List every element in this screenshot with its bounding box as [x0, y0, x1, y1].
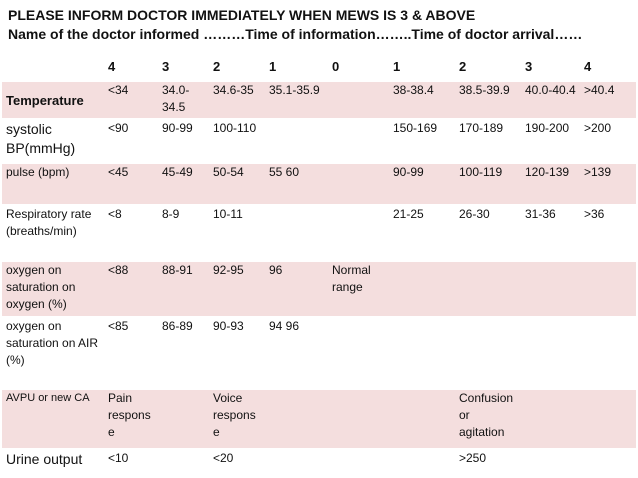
table-cell: Normal range [328, 261, 389, 317]
table-cell: 100-110 [209, 119, 265, 163]
doctor-info-line: Name of the doctor informed ………Time of information……..Time of doctor arrival…… [8, 26, 583, 42]
table-cell: 8-9 [158, 205, 209, 261]
table-cell: Voice response [209, 389, 265, 449]
table-cell: 38.5-39.9 [455, 81, 521, 119]
table-cell: 170-189 [455, 119, 521, 163]
table-cell [265, 205, 328, 261]
table-cell [521, 389, 580, 449]
row-label-systolic-bp: systolic BP(mmHg) [2, 119, 104, 163]
score-col-header: 1 [389, 55, 455, 81]
table-row [2, 389, 636, 449]
table-cell [265, 389, 328, 449]
page-header [8, 6, 633, 44]
score-col-header: 4 [104, 55, 158, 81]
score-col-header: 2 [209, 55, 265, 81]
table-cell: <8 [104, 205, 158, 261]
table-cell [265, 449, 328, 471]
table-cell: Pain response [104, 389, 158, 449]
table-cell: <34 [104, 81, 158, 119]
table-cell: 92-95 [209, 261, 265, 317]
row-label-urine-output: Urine output [2, 449, 104, 471]
table-cell: 100-119 [455, 163, 521, 205]
table-row [2, 261, 636, 317]
table-cell: <85 [104, 317, 158, 389]
table-row [2, 119, 636, 163]
table-row [2, 163, 636, 205]
row-label-pulse: pulse (bpm) [2, 163, 104, 205]
table-cell [455, 261, 521, 317]
table-cell: 21-25 [389, 205, 455, 261]
table-cell: 190-200 [521, 119, 580, 163]
table-cell [580, 389, 636, 449]
table-cell: 31-36 [521, 205, 580, 261]
table-row [2, 317, 636, 389]
table-cell: <88 [104, 261, 158, 317]
table-cell: >139 [580, 163, 636, 205]
table-cell [328, 81, 389, 119]
table-cell: 86-89 [158, 317, 209, 389]
table-cell [328, 449, 389, 471]
header-blank [2, 55, 104, 81]
table-cell: 94 96 [265, 317, 328, 389]
table-cell: 120-139 [521, 163, 580, 205]
score-col-header: 4 [580, 55, 636, 81]
table-cell: 96 [265, 261, 328, 317]
score-col-header: 0 [328, 55, 389, 81]
table-cell: <20 [209, 449, 265, 471]
table-row [2, 205, 636, 261]
table-cell [328, 205, 389, 261]
row-label-temperature: Temperature [2, 81, 104, 119]
score-col-header: 2 [455, 55, 521, 81]
table-cell [158, 449, 209, 471]
table-cell: >250 [455, 449, 521, 471]
table-cell: 88-91 [158, 261, 209, 317]
table-cell: 90-99 [158, 119, 209, 163]
table-cell [328, 119, 389, 163]
table-cell [389, 449, 455, 471]
row-label-respiratory-rate: Respiratory rate (breaths/min) [2, 205, 104, 261]
table-cell: 34.6-35 [209, 81, 265, 119]
table-cell: 10-11 [209, 205, 265, 261]
mews-score-table [2, 55, 636, 472]
table-cell: 26-30 [455, 205, 521, 261]
table-cell: 34.0-34.5 [158, 81, 209, 119]
table-cell [521, 261, 580, 317]
table-cell [521, 449, 580, 471]
table-cell: 35.1-35.9 [265, 81, 328, 119]
table-cell [389, 389, 455, 449]
table-cell: >200 [580, 119, 636, 163]
table-cell [328, 389, 389, 449]
row-label-oxygen-saturation-air: oxygen on saturation on AIR (%) [2, 317, 104, 389]
table-cell: 90-99 [389, 163, 455, 205]
table-cell: Confusion or agitation [455, 389, 521, 449]
table-cell [455, 317, 521, 389]
table-cell: 90-93 [209, 317, 265, 389]
table-cell: 50-54 [209, 163, 265, 205]
table-cell [328, 163, 389, 205]
table-cell: >40.4 [580, 81, 636, 119]
table-cell: <90 [104, 119, 158, 163]
table-cell [389, 317, 455, 389]
table-cell: >36 [580, 205, 636, 261]
score-col-header: 1 [265, 55, 328, 81]
score-header-row [2, 55, 636, 81]
row-label-oxygen-saturation-oxygen: oxygen on saturation on oxygen (%) [2, 261, 104, 317]
table-cell: 45-49 [158, 163, 209, 205]
row-label-avpu: AVPU or new CA [2, 389, 104, 449]
score-col-header: 3 [158, 55, 209, 81]
table-row [2, 449, 636, 471]
table-cell [328, 317, 389, 389]
table-cell [580, 449, 636, 471]
table-cell: <10 [104, 449, 158, 471]
table-cell [580, 261, 636, 317]
table-cell: 150-169 [389, 119, 455, 163]
table-cell [521, 317, 580, 389]
table-cell [389, 261, 455, 317]
table-cell: 40.0-40.4 [521, 81, 580, 119]
instruction-title: PLEASE INFORM DOCTOR IMMEDIATELY WHEN MEWS IS 3 & ABOVE [8, 7, 476, 23]
table-cell [580, 317, 636, 389]
table-cell: 55 60 [265, 163, 328, 205]
table-cell: <45 [104, 163, 158, 205]
table-cell [265, 119, 328, 163]
score-col-header: 3 [521, 55, 580, 81]
table-row [2, 81, 636, 119]
table-cell [158, 389, 209, 449]
table-cell: 38-38.4 [389, 81, 455, 119]
